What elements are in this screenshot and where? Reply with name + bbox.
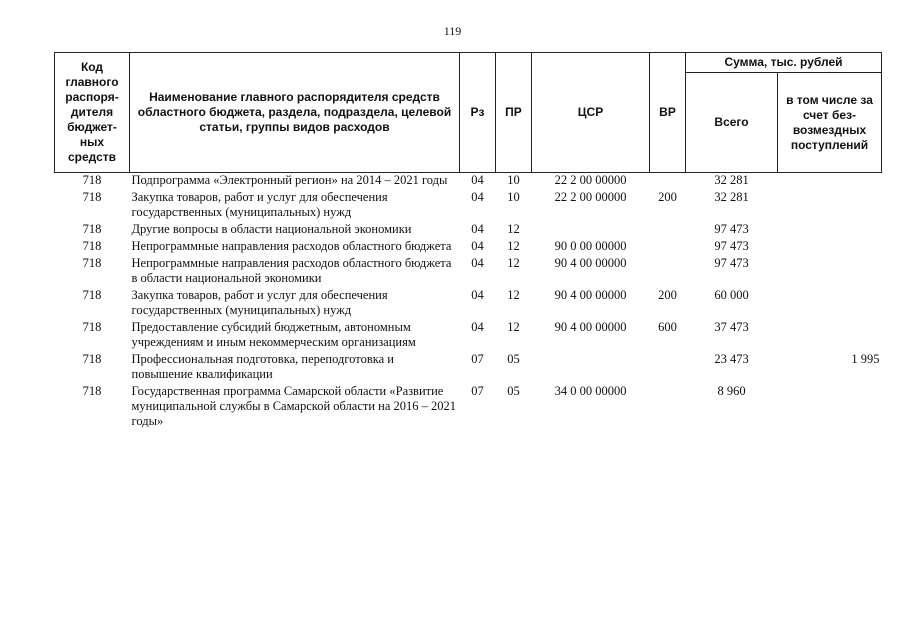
cell-rz: 04: [471, 190, 484, 204]
cell-name: Закупка товаров, работ и услуг для обеспечения государственных (муниципальных) нужд: [131, 190, 388, 219]
cell-pr: 12: [507, 239, 520, 253]
cell-vr: 600: [658, 320, 677, 334]
cell-vr: [650, 173, 686, 191]
cell-rz: 04: [471, 173, 484, 187]
cell-free: [778, 173, 882, 191]
cell-pr: 05: [507, 352, 520, 366]
header-sum: Сумма, тыс. рублей: [686, 53, 882, 73]
cell-code: 718: [82, 222, 102, 236]
cell-rz: 04: [471, 239, 484, 253]
cell-total: 97 473: [714, 222, 749, 236]
cell-free: [778, 384, 882, 431]
cell-csr: 34 0 00 00000: [554, 384, 627, 398]
cell-free: [778, 222, 882, 239]
cell-pr: 12: [507, 288, 520, 302]
page-number: 119: [443, 24, 462, 38]
cell-pr: 10: [507, 173, 520, 187]
cell-name: Предоставление субсидий бюджетным, автономным учреждениям и иным некоммерческим организациям: [131, 320, 416, 349]
header-rz: Рз: [460, 53, 496, 173]
cell-vr: 200: [658, 288, 677, 302]
cell-csr: 22 2 00 00000: [554, 190, 627, 204]
table-body: [55, 173, 882, 432]
table-row: [55, 256, 882, 288]
cell-name: Другие вопросы в области национальной экономики: [131, 222, 412, 236]
cell-vr: [650, 256, 686, 288]
header-csr: ЦСР: [532, 53, 650, 173]
cell-csr: 90 4 00 00000: [554, 256, 627, 270]
cell-csr: 90 4 00 00000: [554, 320, 627, 334]
cell-pr: 12: [507, 222, 520, 236]
cell-vr: 200: [658, 190, 677, 204]
header-free: в том числе за счет без-возмездных поступлений: [778, 73, 882, 173]
cell-total: 32 281: [714, 190, 749, 204]
table-row: [55, 239, 882, 256]
cell-free: [778, 320, 882, 352]
table-row: [55, 384, 882, 431]
cell-free: [778, 256, 882, 288]
cell-code: 718: [82, 173, 102, 187]
cell-code: 718: [82, 352, 102, 366]
cell-code: 718: [82, 256, 102, 270]
cell-code: 718: [82, 190, 102, 204]
cell-csr: 90 0 00 00000: [554, 239, 627, 253]
cell-pr: 10: [507, 190, 520, 204]
cell-vr: [650, 352, 686, 384]
table-row: [55, 190, 882, 222]
cell-vr: [650, 384, 686, 431]
header-name: Наименование главного распорядителя средств областного бюджета, раздела, подраздела, целевой статьи, группы видов расходов: [130, 53, 460, 173]
cell-pr: 12: [507, 320, 520, 334]
cell-rz: 07: [471, 352, 484, 366]
cell-rz: 04: [471, 288, 484, 302]
cell-total: 23 473: [714, 352, 749, 366]
cell-free: [778, 239, 882, 256]
cell-name: Непрограммные направления расходов областного бюджета в области национальной экономики: [131, 256, 452, 285]
cell-csr: 22 2 00 00000: [554, 173, 627, 187]
cell-name: Подпрограмма «Электронный регион» на 2014 – 2021 годы: [131, 173, 448, 187]
table-row: [55, 352, 882, 384]
table-row: [55, 288, 882, 320]
cell-vr: [650, 222, 686, 239]
cell-total: 37 473: [714, 320, 749, 334]
header-total: Всего: [686, 73, 778, 173]
cell-total: 97 473: [714, 256, 749, 270]
table-row: [55, 222, 882, 239]
cell-pr: 05: [507, 384, 520, 398]
budget-table: [54, 52, 882, 431]
cell-name: Государственная программа Самарской области «Развитие муниципальной службы в Самарской области на 2016 – 2021 годы»: [131, 384, 457, 428]
cell-free: 1 995: [851, 352, 880, 366]
header-pr: ПР: [496, 53, 532, 173]
cell-total: 32 281: [714, 173, 749, 187]
table-row: [55, 320, 882, 352]
cell-total: 60 000: [714, 288, 749, 302]
cell-rz: 04: [471, 320, 484, 334]
cell-pr: 12: [507, 256, 520, 270]
cell-total: 8 960: [717, 384, 746, 398]
cell-free: [778, 190, 882, 222]
cell-code: 718: [82, 384, 102, 398]
header-vr: ВР: [650, 53, 686, 173]
cell-rz: 04: [471, 256, 484, 270]
cell-name: Профессиональная подготовка, переподготовка и повышение квалификации: [131, 352, 394, 381]
cell-csr: [532, 222, 650, 239]
cell-code: 718: [82, 320, 102, 334]
cell-name: Закупка товаров, работ и услуг для обеспечения государственных (муниципальных) нужд: [131, 288, 388, 317]
cell-total: 97 473: [714, 239, 749, 253]
cell-rz: 07: [471, 384, 484, 398]
table-row: [55, 173, 882, 191]
cell-csr: 90 4 00 00000: [554, 288, 627, 302]
header-code: Код главного распоря-дителя бюджет-ных средств: [55, 53, 130, 173]
cell-code: 718: [82, 239, 102, 253]
cell-code: 718: [82, 288, 102, 302]
cell-vr: [650, 239, 686, 256]
cell-name: Непрограммные направления расходов областного бюджета: [131, 239, 452, 253]
cell-csr: [532, 352, 650, 384]
cell-rz: 04: [471, 222, 484, 236]
cell-free: [778, 288, 882, 320]
